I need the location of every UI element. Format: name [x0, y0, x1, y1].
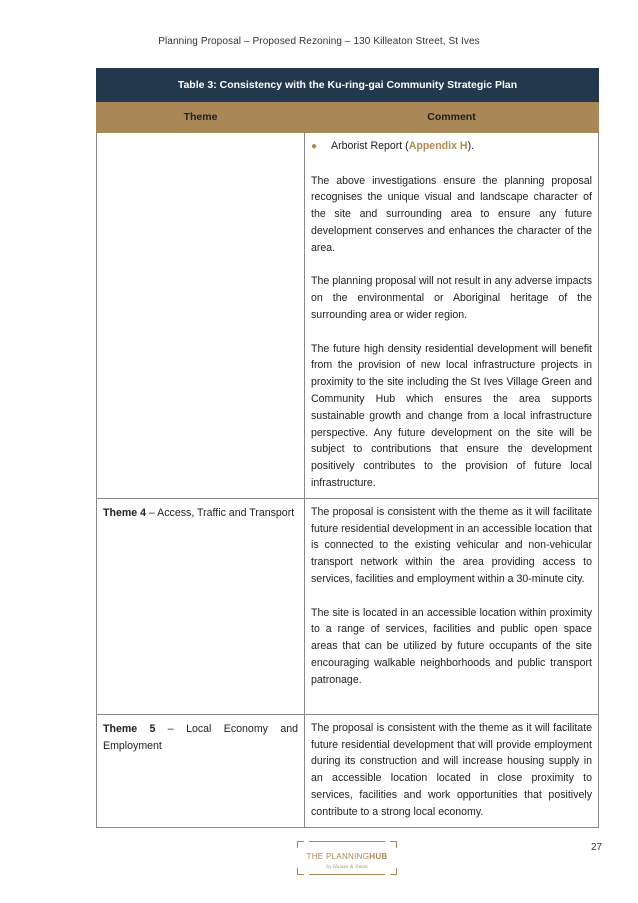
- comment-paragraph: The site is located in an accessible location within proximity to a range of services, facilities and public open space areas that can be utilized by future occupants of the site encouraging walkable neighborhoods and public transport patronage.: [311, 606, 592, 686]
- theme-title: – Access, Traffic and Transport: [145, 506, 295, 519]
- page-number: 27: [591, 842, 603, 853]
- comment-paragraph: The proposal is consistent with the theme as it will facilitate future residential development that will provide employment during its construction and will increase housing supply in an accessible location located in close proximity to services, facilities and work opportunities that positively contribute to a strong local economy.: [311, 721, 592, 818]
- comment-paragraph: The future high density residential development will benefit from the provision of new local infrastructure projects in proximity to the site including the St Ives Village Green and Community Hub which ensures the area supports sustainable growth and change from a local infrastructure perspective. Any future development on the site will be subject to contributions that ensure the development positively contributes to the provision of future local infrastructure.: [311, 342, 592, 489]
- consistency-table: [96, 68, 599, 828]
- column-header-theme: Theme: [97, 102, 305, 133]
- comment-paragraph: The above investigations ensure the planning proposal recognises the unique visual and landscape character of the site and surrounding area to ensure any future development conserves and enhances the character of the area.: [311, 174, 592, 254]
- page-header: Planning Proposal – Proposed Rezoning – 130 Killeaton Street, St Ives: [158, 36, 480, 47]
- theme-number: Theme 4: [103, 506, 146, 519]
- comment-cell: [305, 714, 599, 827]
- table-row: [97, 714, 599, 827]
- appendix-reference-link[interactable]: Appendix H: [408, 140, 468, 152]
- theme-title: – Local Economy and Employment: [103, 722, 298, 752]
- list-item: [311, 138, 592, 156]
- logo-tagline: by Hawes & Swan: [326, 865, 368, 870]
- table-row: [97, 498, 599, 714]
- column-header-comment: Comment: [305, 102, 599, 133]
- table-title: Table 3: Consistency with the Ku-ring-gai Community Strategic Plan: [97, 69, 599, 102]
- bullet-text-end: ).: [467, 140, 475, 152]
- planning-hub-logo: [297, 841, 397, 875]
- theme-number: Theme 5: [103, 722, 156, 735]
- logo-wordmark: THE PLANNINGHUB: [306, 852, 388, 861]
- comment-cell: [305, 133, 599, 499]
- theme-cell: [97, 498, 305, 714]
- bullet-text: Arborist Report (: [331, 140, 409, 152]
- comment-cell: [305, 498, 599, 714]
- comment-paragraph: The proposal is consistent with the theme as it will facilitate future residential development in an accessible location that is connected to the existing vehicular and non-vehicular transport network within the area providing access to services, facilities and employment within a 30-minute city.: [311, 505, 592, 585]
- comment-paragraph: The planning proposal will not result in any adverse impacts on the environmental or Aboriginal heritage of the surrounding area or wider region.: [311, 275, 592, 321]
- bullet-icon: ●: [311, 141, 318, 152]
- table-row: [97, 133, 599, 499]
- theme-cell: [97, 714, 305, 827]
- theme-cell: [97, 133, 305, 499]
